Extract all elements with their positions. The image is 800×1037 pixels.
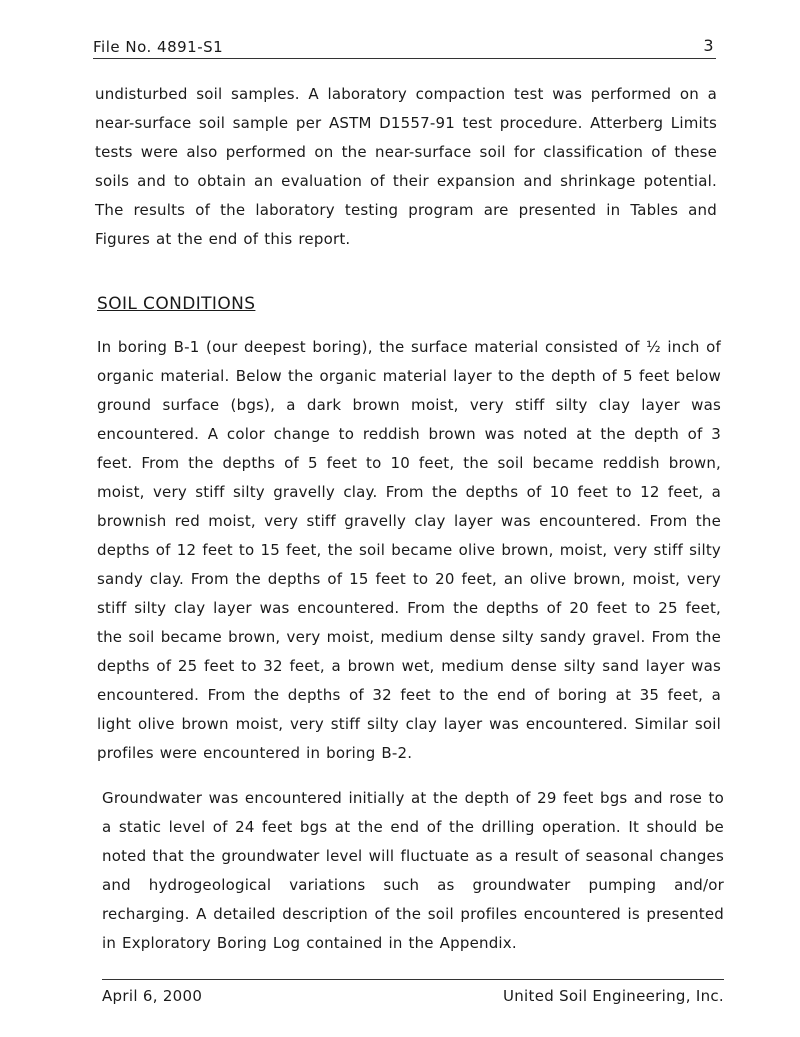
page-number: 3 bbox=[703, 36, 714, 55]
intro-paragraph: undisturbed soil samples. A laboratory compaction test was performed on a near-surface soil sample per ASTM D1557-91 test procedure. Atterberg Limits tests were also performed on the near-surface soil for classification of these soils and to obtain an evaluation of their expansion and shrinkage potential. The results of the laboratory testing program are presented in Tables and Figures at the end of this report. bbox=[95, 85, 717, 248]
footer-company: United Soil Engineering, Inc. bbox=[502, 987, 724, 1005]
page-footer bbox=[102, 979, 724, 1008]
file-number: File No. 4891-S1 bbox=[93, 38, 224, 56]
section-heading: SOIL CONDITIONS bbox=[97, 294, 256, 314]
page-header bbox=[93, 36, 716, 59]
footer-date: April 6, 2000 bbox=[102, 987, 203, 1005]
groundwater-paragraph: Groundwater was encountered initially at the depth of 29 feet bgs and rose to a static level of 24 feet bgs at the end of the drilling operation. It should be noted that the groundwater level will fluctuate as a result of seasonal changes and hydrogeological variations such as groundwater pumping and/or recharging. A detailed description of the soil profiles encountered is presented in Exploratory Boring Log contained in the Appendix. bbox=[102, 789, 724, 952]
soil-conditions-paragraph: In boring B-1 (our deepest boring), the surface material consisted of ½ inch of organic material. Below the organic material layer to the depth of 5 feet below ground surface (bgs), a dark brown moist, very stiff silty clay layer was encountered. A color change to reddish brown was noted at the depth of 3 feet. From the depths of 5 feet to 10 feet, the soil became reddish brown, moist, very stiff silty gravelly clay. From the depths of 10 feet to 12 feet, a brownish red moist, very stiff gravelly clay layer was encountered. From the depths of 12 feet to 15 feet, the soil became olive brown, moist, very stiff silty sandy clay. From the depths of 15 feet to 20 feet, an olive brown, moist, very stiff silty clay layer was encountered. From the depths of 20 feet to 25 feet, the soil became brown, very moist, medium dense silty sandy gravel. From the depths of 25 feet to 32 feet, a brown wet, medium dense silty sand layer was encountered. From the depths of 32 feet to the end of boring at 35 feet, a light olive brown moist, very stiff silty clay layer was encountered. Similar soil profiles were encountered in boring B-2. bbox=[97, 338, 721, 762]
